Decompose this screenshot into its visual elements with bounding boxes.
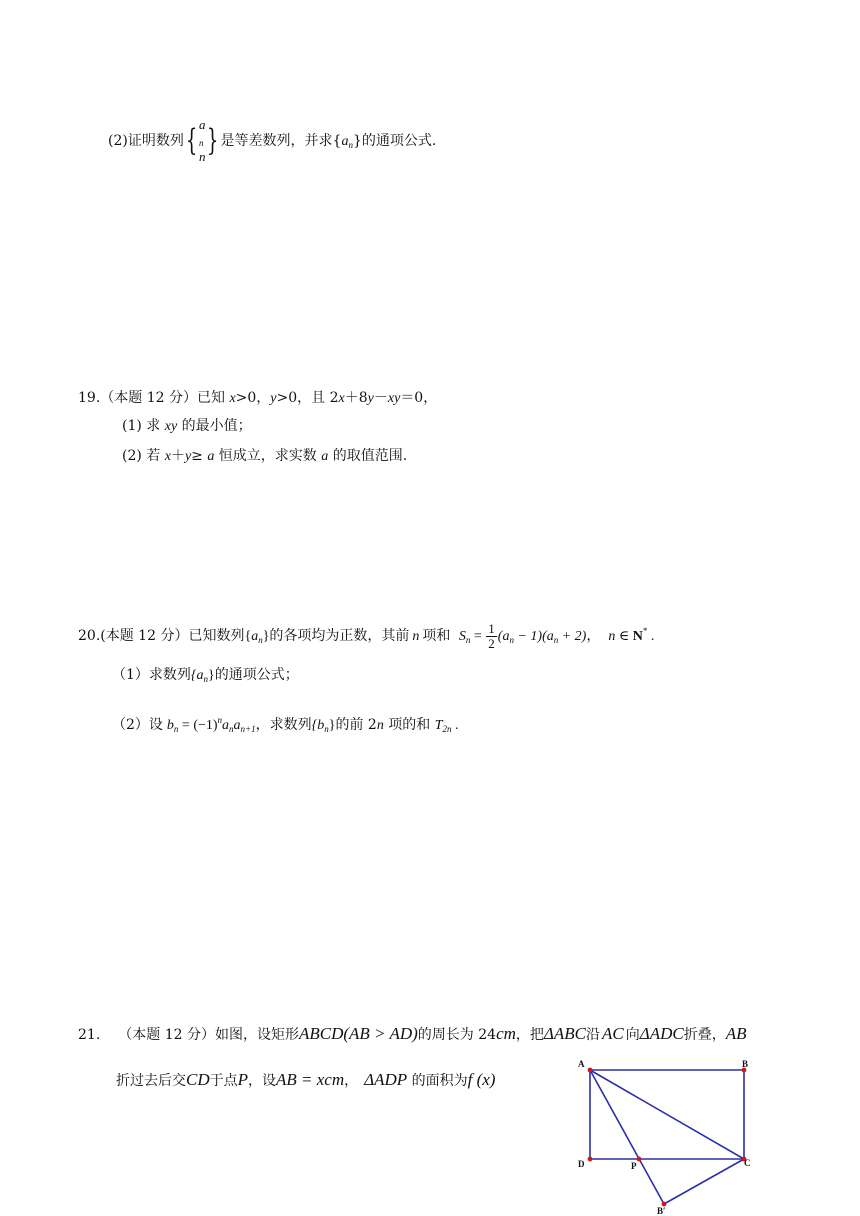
q19-p2-plus: ＋ [170,448,185,464]
q21-ac: AC [601,1024,624,1043]
segment-b-prime-c [664,1159,744,1204]
q18-part2-suffix: }的通项公式. [352,133,437,149]
q21-stem2: 的周长为 24 [417,1027,497,1043]
label-b: B [742,1059,749,1069]
q19-stem-prefix: 已知 [196,390,230,406]
q18-seq-stack [199,118,206,164]
q20-p2-a1-sub: n [229,724,234,734]
q20-part2 [112,710,459,739]
q19-p2-ge: ≥ [191,448,208,464]
q21-stem1: 如图，设矩形 [214,1027,299,1043]
q21-line2-2: 于点 [209,1073,238,1089]
q20-p2-sup: n [217,715,223,725]
q21-stem4: 沿 [585,1027,600,1043]
q20-factor1-sub: n [509,635,514,645]
q20-seq-open: { [244,629,252,644]
q19-p2-label: (2) 若 [122,448,165,464]
q20-p2-eq: = (−1) [178,718,218,733]
q20-p2-a2: a [233,718,241,733]
q18-part2-prefix: (2)证明数列 [108,133,184,149]
q20-factor2-rest: + 2) [558,629,587,644]
q20-domain-end: . [647,629,655,644]
q19-cond1-rest: >0， [235,390,271,406]
label-d: D [578,1159,585,1169]
q21-line2-1: 折过去后交 [116,1073,186,1089]
q19-eq-mid: ＋8 [344,390,368,406]
figure-lines [590,1070,744,1204]
q20-stem-prefix: 已知数列 [188,628,245,644]
q20-p2-seq-close: } [328,718,336,733]
q20-p2-mid: ，求数列 [255,717,312,733]
q20-p1-seq: {a [190,668,204,683]
q21-stem3: ，把 [515,1027,544,1043]
q21-stem6: 折叠， [683,1027,726,1043]
q20-p1-rest: 的通项公式； [214,667,299,683]
q19-p1-rest: 的最小值； [177,418,252,434]
q20-factor2-sub: n [553,635,559,645]
q20-p2-a2-sub: n+1 [240,724,256,734]
q21-p: P [237,1070,249,1089]
q20-seq-sub: n [258,635,263,645]
q20-domain-n: n [608,629,616,644]
q20-S: S [458,629,466,644]
q20-p1-seq-sub: n [203,674,209,684]
q20-stem-mid2: 项和 [422,628,451,644]
q18-seq-top: a [198,117,206,132]
q20-number: 20. [78,628,101,644]
q19-stem [78,388,437,409]
q20-comma: ， [586,628,601,644]
q19-eq-y: y [367,391,374,406]
q20-p2-T: T [434,718,443,733]
q21-rect: ABCD [298,1024,344,1043]
q19-cond2-rest: >0，且 2 [276,390,339,406]
q21-cd: CD [186,1070,210,1089]
q21-ab: AB [725,1024,747,1043]
q19-cond1: x [229,391,236,406]
q20-p2-mid2: 的前 2 [335,717,377,733]
q20-p2-mid3: 项的和 [383,717,435,733]
label-b-prime: B′ [657,1206,666,1216]
q20-frac-den: 2 [488,635,495,651]
q21-tri1: ΔABC [543,1024,586,1043]
label-a: A [578,1059,585,1069]
q20-S-sub: n [465,635,471,645]
q20-frac-num: 1 [488,620,495,636]
q20-p2-end: . [451,718,459,733]
q18-part2 [108,118,436,164]
q20-score: (本题 12 分） [100,628,189,644]
segment-ac [590,1070,744,1159]
q19-part2 [122,446,407,467]
q19-number: 19. [78,390,101,406]
q21-line2-5: 的面积为 [407,1073,468,1089]
q20-domain-sup: * [642,626,648,636]
q19-p2-rest: 的取值范围. [328,448,408,464]
figure-points [588,1068,747,1207]
q19-p2-a: a [207,449,215,464]
q20-factor1-rest: − 1)(a [513,629,554,644]
q20-p2-label: （2）设 [112,717,163,733]
label-p: P [631,1161,637,1171]
q21-number: 21. [78,1027,101,1043]
point-a [588,1068,593,1073]
q18-seq-bottom: n [198,149,206,164]
q21-cond: (AB > AD) [343,1024,418,1043]
q20-p2-seq: {b [311,718,325,733]
q20-p2-a1: a [222,718,230,733]
q20-n-var: n [412,629,420,644]
q21-figure [570,1056,790,1216]
q19-part1 [122,416,252,437]
q19-p1-var: xy [164,419,178,434]
q20-p2-T-sub: 2n [442,724,452,734]
q20-factor1: (a [497,629,510,644]
q21-stem-line2 [116,1070,495,1091]
q21-line2-3: ，设 [248,1073,277,1089]
q20-eq: = [470,629,486,644]
q18-part2-var: a [341,134,349,149]
q19-score: （本题 12 分） [100,390,197,406]
brace-right-icon: } [207,123,219,158]
q20-stem-mid: 的各项均为正数，其前 [269,628,410,644]
q19-eq-x: x [338,391,345,406]
point-p [637,1157,642,1162]
q20-p2-n: n [376,718,384,733]
q19-p2-y: y [184,449,192,464]
q18-part2-mid: 是等差数列，并求{ [220,133,342,149]
q21-stem-line1 [78,1024,746,1045]
q20-part1 [112,665,299,689]
q20-p1-label: （1）求数列 [112,667,191,683]
q19-eq-minus: － [373,390,388,406]
q20-p2-b-sub: n [173,724,179,734]
q20-p1-seq-close: } [208,668,215,683]
q19-eq-end: ＝0， [400,390,438,406]
q21-tri2: ΔADC [639,1024,684,1043]
q20-fraction [486,622,497,651]
q21-tri3: ΔADP [364,1070,408,1089]
q20-seq-close: } [262,629,270,644]
brace-left-icon: { [185,123,198,158]
q20-p2-b: b [166,718,174,733]
q19-eq-xy: xy [387,391,401,406]
q21-unit: cm [496,1024,516,1043]
q21-fx: f (x) [467,1070,496,1089]
q21-abx: AB = xcm [276,1070,345,1089]
label-c: C [744,1158,751,1168]
q21-score: （本题 12 分） [118,1027,215,1043]
point-d [588,1157,593,1162]
q19-cond2: y [270,391,277,406]
q19-p2-mid: 恒成立，求实数 [214,448,322,464]
q18-seq-top-sub: n [198,138,204,148]
q19-p2-a2: a [321,449,329,464]
q20-p2-seq-sub: n [324,724,329,734]
q19-p1-label: (1) 求 [122,418,165,434]
q21-line2-4: ， [344,1073,359,1089]
q19-p2-x: x [164,449,171,464]
q18-part2-var-sub: n [348,140,353,150]
q20-domain-N: N [632,629,643,644]
segment-ab-prime [590,1070,664,1204]
q20-seq-var: a [251,629,259,644]
q20-stem [78,616,654,655]
q20-domain-in: ∈ [615,629,633,644]
q21-stem5: 向 [625,1027,640,1043]
